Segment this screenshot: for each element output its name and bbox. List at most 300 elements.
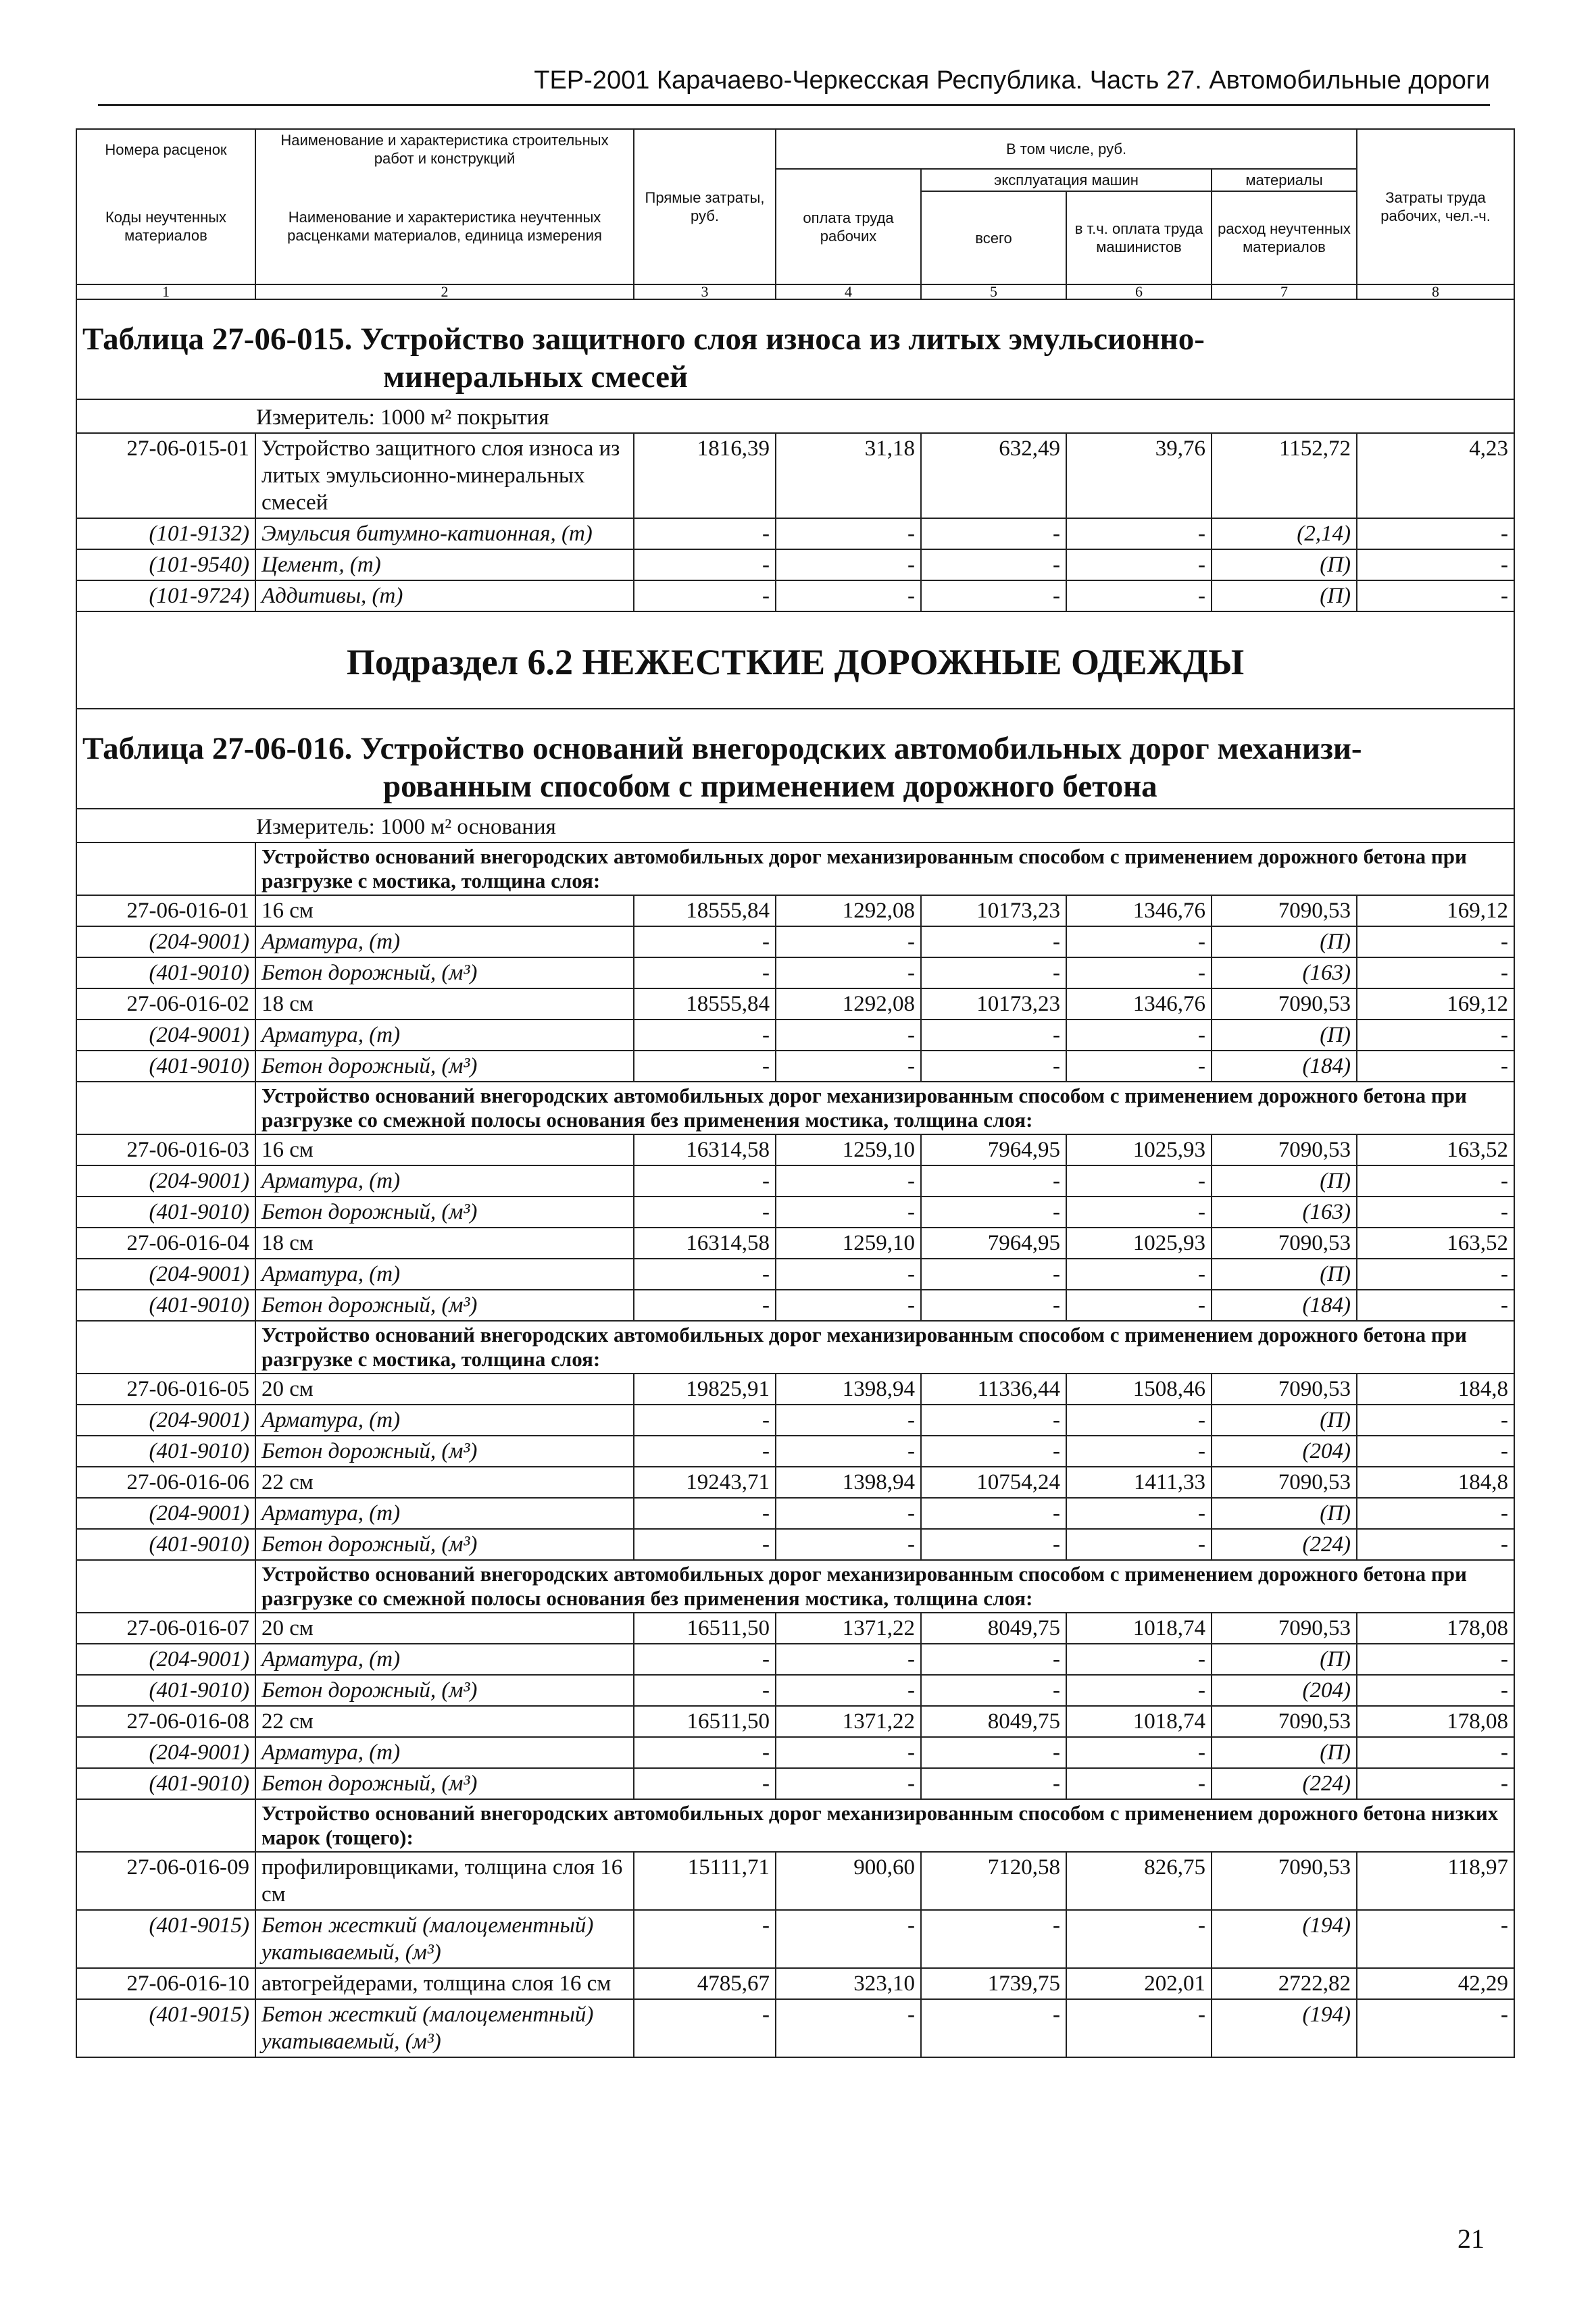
material-code: (101-9132) (76, 518, 255, 549)
labor-hours: - (1357, 1498, 1514, 1529)
work-name: 18 см (255, 988, 634, 1020)
col-number: 7 (1212, 284, 1357, 299)
labor-hours: 184,8 (1357, 1467, 1514, 1498)
material-name: Бетон жесткий (малоцементный) укатываемый, (м³) (255, 1999, 634, 2057)
direct-cost: - (634, 957, 776, 988)
group-heading: Устройство оснований внегородских автомобильных дорог механизированным способом с применением дорожного бетона при разгрузке со смежной полосы основания без применения мостика, толщина слоя: (255, 1082, 1514, 1134)
machine-total: - (921, 1020, 1066, 1051)
material-code: (401-9015) (76, 1999, 255, 2057)
material-code: (204-9001) (76, 1259, 255, 1290)
material-cost: (П) (1212, 1165, 1357, 1197)
direct-cost: 4785,67 (634, 1968, 776, 1999)
worker-pay: - (776, 1675, 921, 1706)
labor-hours: 169,12 (1357, 895, 1514, 926)
worker-pay: - (776, 1768, 921, 1799)
material-cost: (224) (1212, 1768, 1357, 1799)
material-cost: 7090,53 (1212, 895, 1357, 926)
direct-cost: - (634, 1165, 776, 1197)
labor-hours: - (1357, 957, 1514, 988)
material-cost: (184) (1212, 1051, 1357, 1082)
machinist-pay: 1411,33 (1066, 1467, 1212, 1498)
col2-bottom-header: Наименование и характеристика неучтенных расценками материалов, единица измерения (255, 169, 634, 284)
direct-cost: - (634, 1999, 776, 2057)
machinist-pay: 39,76 (1066, 433, 1212, 518)
machinist-pay: 1346,76 (1066, 895, 1212, 926)
worker-pay: - (776, 1020, 921, 1051)
labor-hours: - (1357, 926, 1514, 957)
material-code: (401-9010) (76, 1290, 255, 1321)
machinist-pay: 1018,74 (1066, 1613, 1212, 1644)
material-cost: 7090,53 (1212, 1852, 1357, 1910)
direct-cost: 1816,39 (634, 433, 776, 518)
material-name: Арматура, (т) (255, 1498, 634, 1529)
labor-hours: - (1357, 1051, 1514, 1082)
worker-pay: 1292,08 (776, 895, 921, 926)
material-code: (401-9010) (76, 1675, 255, 1706)
machine-total: - (921, 518, 1066, 549)
worker-pay: - (776, 1436, 921, 1467)
direct-cost: - (634, 1197, 776, 1228)
machine-total: - (921, 1910, 1066, 1968)
col-number: 4 (776, 284, 921, 299)
material-cost: (204) (1212, 1675, 1357, 1706)
group-heading: Устройство оснований внегородских автомобильных дорог механизированным способом с применением дорожного бетона низких марок (тощего): (255, 1799, 1514, 1852)
direct-cost: 16511,50 (634, 1706, 776, 1737)
machine-total: - (921, 1290, 1066, 1321)
machine-total: - (921, 1768, 1066, 1799)
header-title: ТЕР-2001 Карачаево-Черкесская Республика. Часть 27. Автомобильные дороги (534, 66, 1490, 95)
material-name: Арматура, (т) (255, 1737, 634, 1768)
machine-total: - (921, 1737, 1066, 1768)
machinist-pay: - (1066, 580, 1212, 611)
material-cost: 7090,53 (1212, 1467, 1357, 1498)
machinist-pay: - (1066, 549, 1212, 580)
direct-cost: - (634, 1290, 776, 1321)
machinist-pay: - (1066, 1675, 1212, 1706)
direct-cost: - (634, 1737, 776, 1768)
labor-hours: - (1357, 580, 1514, 611)
col-number: 6 (1066, 284, 1212, 299)
table-measure: Измеритель: 1000 м² основания (76, 809, 1514, 842)
work-name: автогрейдерами, толщина слоя 16 см (255, 1968, 634, 1999)
material-name: Арматура, (т) (255, 1405, 634, 1436)
material-cost: (204) (1212, 1436, 1357, 1467)
machinist-pay: - (1066, 1165, 1212, 1197)
material-name: Цемент, (т) (255, 549, 634, 580)
worker-pay: - (776, 1165, 921, 1197)
col5-header: всего (921, 191, 1066, 284)
direct-cost: - (634, 580, 776, 611)
direct-cost: - (634, 1768, 776, 1799)
material-name: Эмульсия битумно-катионная, (т) (255, 518, 634, 549)
material-cost: (П) (1212, 1405, 1357, 1436)
machine-total: 632,49 (921, 433, 1066, 518)
machinist-pay: - (1066, 518, 1212, 549)
material-cost: 7090,53 (1212, 1134, 1357, 1165)
machine-total: - (921, 1259, 1066, 1290)
direct-cost: 18555,84 (634, 988, 776, 1020)
col6-header: в т.ч. оплата труда машинистов (1066, 191, 1212, 284)
group-heading: Устройство оснований внегородских автомобильных дорог механизированным способом с применением дорожного бетона при разгрузке с мостика, толщина слоя: (255, 842, 1514, 895)
rate-code: 27-06-016-06 (76, 1467, 255, 1498)
labor-hours: 118,97 (1357, 1852, 1514, 1910)
col3-header: Прямые затраты, руб. (634, 129, 776, 284)
rate-code: 27-06-016-08 (76, 1706, 255, 1737)
material-code: (401-9010) (76, 957, 255, 988)
work-name: 20 см (255, 1374, 634, 1405)
direct-cost: - (634, 1529, 776, 1560)
material-name: Бетон дорожный, (м³) (255, 1768, 634, 1799)
rate-code: 27-06-016-09 (76, 1852, 255, 1910)
material-cost: (П) (1212, 549, 1357, 580)
rate-code: 27-06-016-03 (76, 1134, 255, 1165)
labor-hours: 178,08 (1357, 1706, 1514, 1737)
direct-cost: - (634, 549, 776, 580)
worker-pay: - (776, 1197, 921, 1228)
machinist-pay: - (1066, 1737, 1212, 1768)
machine-total: 7964,95 (921, 1228, 1066, 1259)
table-measure: Измеритель: 1000 м² покрытия (76, 399, 1514, 433)
work-name: профилировщиками, толщина слоя 16 см (255, 1852, 634, 1910)
material-cost: (П) (1212, 1020, 1357, 1051)
subsection-title: Подраздел 6.2 НЕЖЕСТКИЕ ДОРОЖНЫЕ ОДЕЖДЫ (76, 611, 1514, 709)
machine-total: 10173,23 (921, 988, 1066, 1020)
work-name: 16 см (255, 895, 634, 926)
material-name: Бетон дорожный, (м³) (255, 1436, 634, 1467)
direct-cost: 18555,84 (634, 895, 776, 926)
machine-total: - (921, 1675, 1066, 1706)
material-cost: (2,14) (1212, 518, 1357, 549)
table-title-line2: минеральных смесей (383, 359, 689, 395)
col1-top-header: Номера расценок (76, 129, 255, 169)
incl-header: В том числе, руб. (776, 129, 1357, 169)
table-title-line1: Таблица 27-06-015. Устройство защитного слоя износа из литых эмульсионно- (82, 322, 1205, 357)
material-code: (204-9001) (76, 926, 255, 957)
material-cost: 7090,53 (1212, 988, 1357, 1020)
material-name: Аддитивы, (т) (255, 580, 634, 611)
group-spacer (76, 1321, 255, 1374)
machine-total: 8049,75 (921, 1706, 1066, 1737)
labor-hours: - (1357, 1405, 1514, 1436)
machinist-pay: - (1066, 1436, 1212, 1467)
material-code: (401-9010) (76, 1197, 255, 1228)
machinist-pay: - (1066, 1405, 1212, 1436)
worker-pay: 1371,22 (776, 1613, 921, 1644)
material-cost: (194) (1212, 1910, 1357, 1968)
material-code: (101-9724) (76, 580, 255, 611)
direct-cost: - (634, 1498, 776, 1529)
machine-total: - (921, 1644, 1066, 1675)
machinist-pay: 1025,93 (1066, 1134, 1212, 1165)
rates-table (76, 128, 1515, 2058)
machinist-pay: - (1066, 1999, 1212, 2057)
labor-hours: - (1357, 1436, 1514, 1467)
rate-code: 27-06-016-10 (76, 1968, 255, 1999)
rate-code: 27-06-015-01 (76, 433, 255, 518)
material-name: Арматура, (т) (255, 1259, 634, 1290)
labor-hours: 163,52 (1357, 1134, 1514, 1165)
worker-pay: 323,10 (776, 1968, 921, 1999)
material-cost: (П) (1212, 580, 1357, 611)
labor-hours: 184,8 (1357, 1374, 1514, 1405)
table-title (76, 709, 1514, 809)
material-name: Бетон дорожный, (м³) (255, 1675, 634, 1706)
material-cost: 2722,82 (1212, 1968, 1357, 1999)
machine-total: - (921, 1197, 1066, 1228)
group-heading: Устройство оснований внегородских автомобильных дорог механизированным способом с применением дорожного бетона при разгрузке с мостика, толщина слоя: (255, 1321, 1514, 1374)
material-code: (204-9001) (76, 1165, 255, 1197)
machine-total: - (921, 1999, 1066, 2057)
worker-pay: - (776, 1405, 921, 1436)
material-name: Бетон дорожный, (м³) (255, 1529, 634, 1560)
material-name: Арматура, (т) (255, 1020, 634, 1051)
material-name: Бетон дорожный, (м³) (255, 1290, 634, 1321)
direct-cost: - (634, 1436, 776, 1467)
machinist-pay: - (1066, 1498, 1212, 1529)
machinist-pay: - (1066, 1020, 1212, 1051)
group-spacer (76, 842, 255, 895)
work-name: 22 см (255, 1706, 634, 1737)
worker-pay: 31,18 (776, 433, 921, 518)
worker-pay: - (776, 1644, 921, 1675)
rate-code: 27-06-016-05 (76, 1374, 255, 1405)
worker-pay: - (776, 518, 921, 549)
worker-pay: - (776, 926, 921, 957)
material-cost: (П) (1212, 1498, 1357, 1529)
direct-cost: - (634, 1405, 776, 1436)
worker-pay: - (776, 1529, 921, 1560)
labor-hours: - (1357, 1644, 1514, 1675)
direct-cost: 16314,58 (634, 1134, 776, 1165)
material-cost: (163) (1212, 957, 1357, 988)
worker-pay: - (776, 1999, 921, 2057)
labor-hours: - (1357, 1197, 1514, 1228)
worker-pay: 1259,10 (776, 1228, 921, 1259)
material-name: Арматура, (т) (255, 1644, 634, 1675)
col-number: 2 (255, 284, 634, 299)
material-cost: (163) (1212, 1197, 1357, 1228)
group-spacer (76, 1799, 255, 1852)
col8-header: Затраты труда рабочих, чел.-ч. (1357, 129, 1514, 284)
labor-hours: - (1357, 1768, 1514, 1799)
rate-code: 27-06-016-07 (76, 1613, 255, 1644)
col7-header: расход неучтенных материалов (1212, 191, 1357, 284)
materials-header: материалы (1212, 169, 1357, 191)
direct-cost: - (634, 518, 776, 549)
worker-pay: 1371,22 (776, 1706, 921, 1737)
machinist-pay: - (1066, 1051, 1212, 1082)
material-cost: (П) (1212, 1644, 1357, 1675)
work-name: 20 см (255, 1613, 634, 1644)
material-cost: (П) (1212, 1737, 1357, 1768)
material-code: (401-9010) (76, 1051, 255, 1082)
machine-total: 11336,44 (921, 1374, 1066, 1405)
worker-pay: 1259,10 (776, 1134, 921, 1165)
material-code: (204-9001) (76, 1737, 255, 1768)
material-code: (204-9001) (76, 1405, 255, 1436)
material-code: (204-9001) (76, 1498, 255, 1529)
labor-hours: 178,08 (1357, 1613, 1514, 1644)
worker-pay: - (776, 580, 921, 611)
machinist-pay: - (1066, 1259, 1212, 1290)
machine-total: - (921, 580, 1066, 611)
machinist-pay: - (1066, 1529, 1212, 1560)
work-name: 22 см (255, 1467, 634, 1498)
worker-pay: - (776, 1051, 921, 1082)
material-cost: 7090,53 (1212, 1374, 1357, 1405)
material-code: (401-9010) (76, 1436, 255, 1467)
labor-hours: - (1357, 1165, 1514, 1197)
material-cost: (184) (1212, 1290, 1357, 1321)
material-name: Арматура, (т) (255, 1165, 634, 1197)
machine-total: 1739,75 (921, 1968, 1066, 1999)
material-cost: 7090,53 (1212, 1706, 1357, 1737)
direct-cost: - (634, 926, 776, 957)
labor-hours: 4,23 (1357, 433, 1514, 518)
col-number: 5 (921, 284, 1066, 299)
worker-pay: - (776, 1259, 921, 1290)
worker-pay: 1398,94 (776, 1374, 921, 1405)
col-number: 1 (76, 284, 255, 299)
direct-cost: - (634, 1051, 776, 1082)
worker-pay: - (776, 1910, 921, 1968)
rate-code: 27-06-016-01 (76, 895, 255, 926)
machinist-pay: - (1066, 1644, 1212, 1675)
material-code: (204-9001) (76, 1644, 255, 1675)
direct-cost: - (634, 1910, 776, 1968)
col4-header: оплата труда рабочих (776, 169, 921, 284)
machine-total: - (921, 1436, 1066, 1467)
machinist-pay: 1018,74 (1066, 1706, 1212, 1737)
worker-pay: 1292,08 (776, 988, 921, 1020)
table-title-line2: рованным способом с применением дорожного бетона (383, 769, 1157, 804)
machinist-pay: - (1066, 1768, 1212, 1799)
machine-total: - (921, 1405, 1066, 1436)
labor-hours: - (1357, 1259, 1514, 1290)
worker-pay: - (776, 957, 921, 988)
material-code: (204-9001) (76, 1020, 255, 1051)
labor-hours: - (1357, 1290, 1514, 1321)
machine-total: - (921, 1529, 1066, 1560)
col-number: 8 (1357, 284, 1514, 299)
col-number: 3 (634, 284, 776, 299)
direct-cost: - (634, 1020, 776, 1051)
material-name: Бетон дорожный, (м³) (255, 1197, 634, 1228)
direct-cost: 19825,91 (634, 1374, 776, 1405)
table-title (76, 299, 1514, 399)
machinist-pay: 1508,46 (1066, 1374, 1212, 1405)
work-name: 16 см (255, 1134, 634, 1165)
machinist-pay: - (1066, 1197, 1212, 1228)
machine-total: 8049,75 (921, 1613, 1066, 1644)
machines-header: эксплуатация машин (921, 169, 1212, 191)
group-heading: Устройство оснований внегородских автомобильных дорог механизированным способом с применением дорожного бетона при разгрузке со смежной полосы основания без применения мостика, толщина слоя: (255, 1560, 1514, 1613)
page-number: 21 (1457, 2223, 1485, 2254)
running-header (98, 62, 1490, 106)
machine-total: - (921, 1051, 1066, 1082)
group-spacer (76, 1560, 255, 1613)
labor-hours: 163,52 (1357, 1228, 1514, 1259)
material-cost: (П) (1212, 1259, 1357, 1290)
labor-hours: - (1357, 1675, 1514, 1706)
machinist-pay: 1346,76 (1066, 988, 1212, 1020)
labor-hours: - (1357, 1910, 1514, 1968)
work-name: 18 см (255, 1228, 634, 1259)
table-title-line1: Таблица 27-06-016. Устройство оснований внегородских автомобильных дорог механизи- (82, 731, 1362, 766)
material-name: Бетон дорожный, (м³) (255, 1051, 634, 1082)
direct-cost: 15111,71 (634, 1852, 776, 1910)
labor-hours: - (1357, 1737, 1514, 1768)
material-name: Бетон дорожный, (м³) (255, 957, 634, 988)
machinist-pay: 826,75 (1066, 1852, 1212, 1910)
machine-total: - (921, 1498, 1066, 1529)
worker-pay: - (776, 549, 921, 580)
direct-cost: 19243,71 (634, 1467, 776, 1498)
labor-hours: 42,29 (1357, 1968, 1514, 1999)
machinist-pay: - (1066, 957, 1212, 988)
rate-code: 27-06-016-04 (76, 1228, 255, 1259)
col1-bottom-header: Коды неучтенных материалов (76, 169, 255, 284)
material-cost: (194) (1212, 1999, 1357, 2057)
material-code: (101-9540) (76, 549, 255, 580)
machine-total: 10754,24 (921, 1467, 1066, 1498)
labor-hours: - (1357, 1020, 1514, 1051)
labor-hours: - (1357, 518, 1514, 549)
machine-total: - (921, 957, 1066, 988)
material-cost: 1152,72 (1212, 433, 1357, 518)
work-name: Устройство защитного слоя износа из литых эмульсионно-минеральных смесей (255, 433, 634, 518)
direct-cost: - (634, 1259, 776, 1290)
worker-pay: 1398,94 (776, 1467, 921, 1498)
col2-top-header: Наименование и характеристика строительных работ и конструкций (255, 129, 634, 169)
worker-pay: - (776, 1290, 921, 1321)
group-spacer (76, 1082, 255, 1134)
material-name: Арматура, (т) (255, 926, 634, 957)
worker-pay: - (776, 1498, 921, 1529)
labor-hours: 169,12 (1357, 988, 1514, 1020)
machine-total: - (921, 549, 1066, 580)
material-code: (401-9015) (76, 1910, 255, 1968)
machinist-pay: - (1066, 926, 1212, 957)
worker-pay: 900,60 (776, 1852, 921, 1910)
material-cost: (224) (1212, 1529, 1357, 1560)
labor-hours: - (1357, 1999, 1514, 2057)
direct-cost: - (634, 1675, 776, 1706)
rate-code: 27-06-016-02 (76, 988, 255, 1020)
direct-cost: 16314,58 (634, 1228, 776, 1259)
machine-total: - (921, 926, 1066, 957)
direct-cost: - (634, 1644, 776, 1675)
material-code: (401-9010) (76, 1768, 255, 1799)
machine-total: 10173,23 (921, 895, 1066, 926)
labor-hours: - (1357, 549, 1514, 580)
material-cost: 7090,53 (1212, 1613, 1357, 1644)
machinist-pay: - (1066, 1290, 1212, 1321)
machine-total: 7964,95 (921, 1134, 1066, 1165)
material-name: Бетон жесткий (малоцементный) укатываемый, (м³) (255, 1910, 634, 1968)
material-cost: (П) (1212, 926, 1357, 957)
machinist-pay: - (1066, 1910, 1212, 1968)
machine-total: 7120,58 (921, 1852, 1066, 1910)
material-code: (401-9010) (76, 1529, 255, 1560)
material-cost: 7090,53 (1212, 1228, 1357, 1259)
labor-hours: - (1357, 1529, 1514, 1560)
machinist-pay: 202,01 (1066, 1968, 1212, 1999)
direct-cost: 16511,50 (634, 1613, 776, 1644)
machine-total: - (921, 1165, 1066, 1197)
machinist-pay: 1025,93 (1066, 1228, 1212, 1259)
worker-pay: - (776, 1737, 921, 1768)
